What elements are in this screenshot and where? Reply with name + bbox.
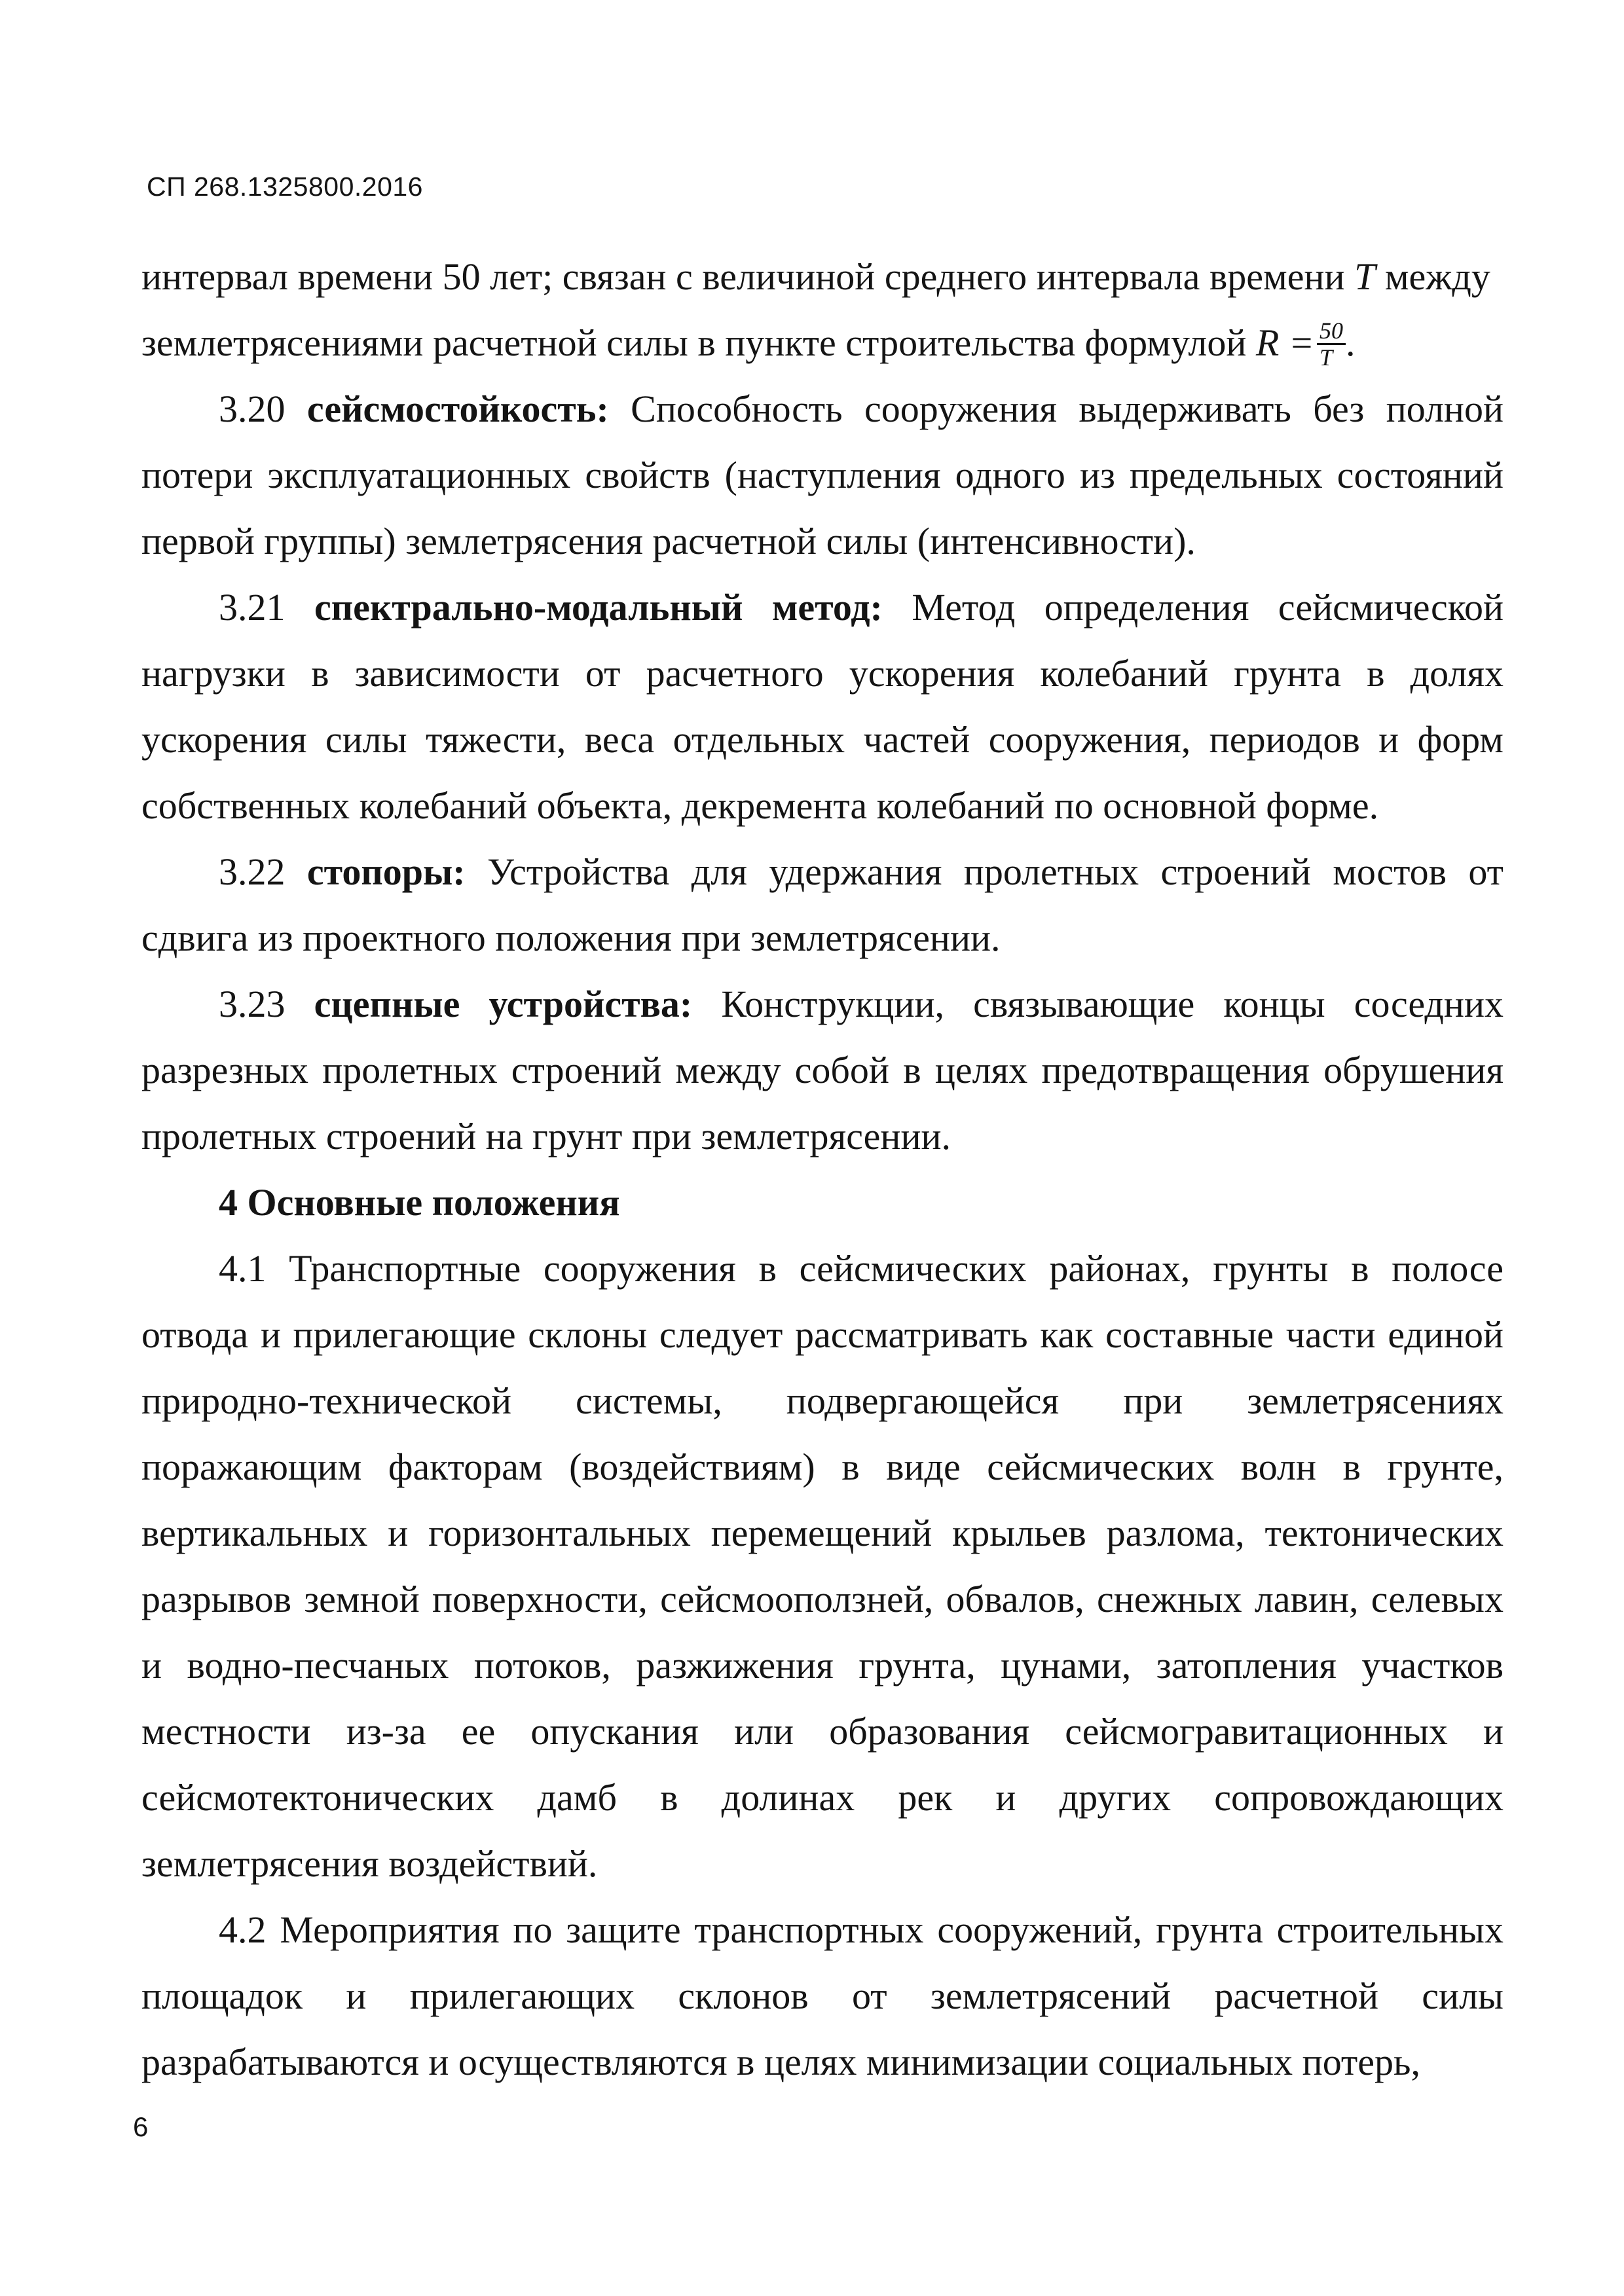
paragraph-3-22: [141, 839, 1504, 971]
formula: [1255, 318, 1346, 371]
paragraph-4-2: 4.2 Мероприятия по защите транспортных сооружений, грунта строительных площадок и прилегающих склонов от землетрясений расчетной силы разрабатываются и осуществляются в целях минимизации социальных потерь,: [141, 1908, 1504, 2083]
term: сейсмостойкость:: [306, 388, 609, 430]
definition: Способность сооружения выдерживать без полной потери эксплуатационных свойств (наступления одного из предельных состояний первой группы) землетрясения расчетной силы (интенсивности).: [141, 388, 1504, 562]
clause-number: 3.23: [219, 983, 314, 1025]
formula-lhs: R =: [1255, 321, 1314, 364]
clause-number: 3.22: [219, 850, 307, 893]
term: спектрально-модальный метод:: [314, 586, 883, 629]
paragraph-3-21: [141, 574, 1504, 839]
variable-t: T: [1354, 255, 1376, 298]
continuation-text-line2: землетрясениями расчетной силы в пункте строительства формулой: [141, 321, 1256, 364]
definition: Метод определения сейсмической нагрузки в зависимости от расчетного ускорения колебаний грунта в долях ускорения силы тяжести, веса отдельных частей сооружения, периодов и форм собственных колебаний объекта, декремента колебаний по основной форме.: [141, 586, 1504, 827]
continuation-text-end: между: [1375, 255, 1490, 298]
clause-number: 3.21: [219, 586, 314, 629]
continuation-text: интервал времени 50 лет; связан с величиной среднего интервала времени: [141, 255, 1355, 298]
definition: Устройства для удержания пролетных строений мостов от сдвига из проектного положения при землетрясении.: [141, 850, 1504, 959]
section-heading: 4 Основные положения: [219, 1181, 620, 1224]
formula-end: .: [1346, 321, 1356, 364]
page-number: 6: [133, 2111, 149, 2142]
clause-number: 3.20: [219, 388, 307, 430]
document-code: СП 268.1325800.2016: [147, 172, 423, 202]
formula-fraction: [1317, 318, 1346, 370]
paragraph-3-20: [141, 376, 1504, 574]
formula-denominator: T: [1320, 344, 1333, 371]
definition: Конструкции, связывающие концы соседних разрезных пролетных строений между собой в целях предотвращения обрушения пролетных строений на грунт при землетрясении.: [141, 983, 1504, 1157]
paragraph-3-19-continuation: [141, 244, 1504, 376]
term: стопоры:: [306, 850, 466, 893]
page-content: [141, 244, 1504, 2095]
paragraph-3-23: [141, 971, 1504, 1169]
formula-numerator: 50: [1317, 318, 1346, 345]
term: сцепные устройства:: [314, 983, 693, 1025]
paragraph-4-1: 4.1 Транспортные сооружения в сейсмических районах, грунты в полосе отвода и прилегающие склоны следует рассматривать как составные части единой природно-технической системы, подвергающейся при землетрясениях поражающим факторам (воздействиям) в виде сейсмических волн в грунте, вертикальных и горизонтальных перемещений крыльев разлома, тектонических разрывов земной поверхности, сейсмооползней, обвалов, снежных лавин, селевых и водно-песчаных потоков, разжижения грунта, цунами, затопления участков местности из-за ее опускания или образования сейсмогравитационных и сейсмотектонических дамб в долинах рек и других сопровождающих землетрясения воздействий.: [141, 1247, 1504, 1885]
